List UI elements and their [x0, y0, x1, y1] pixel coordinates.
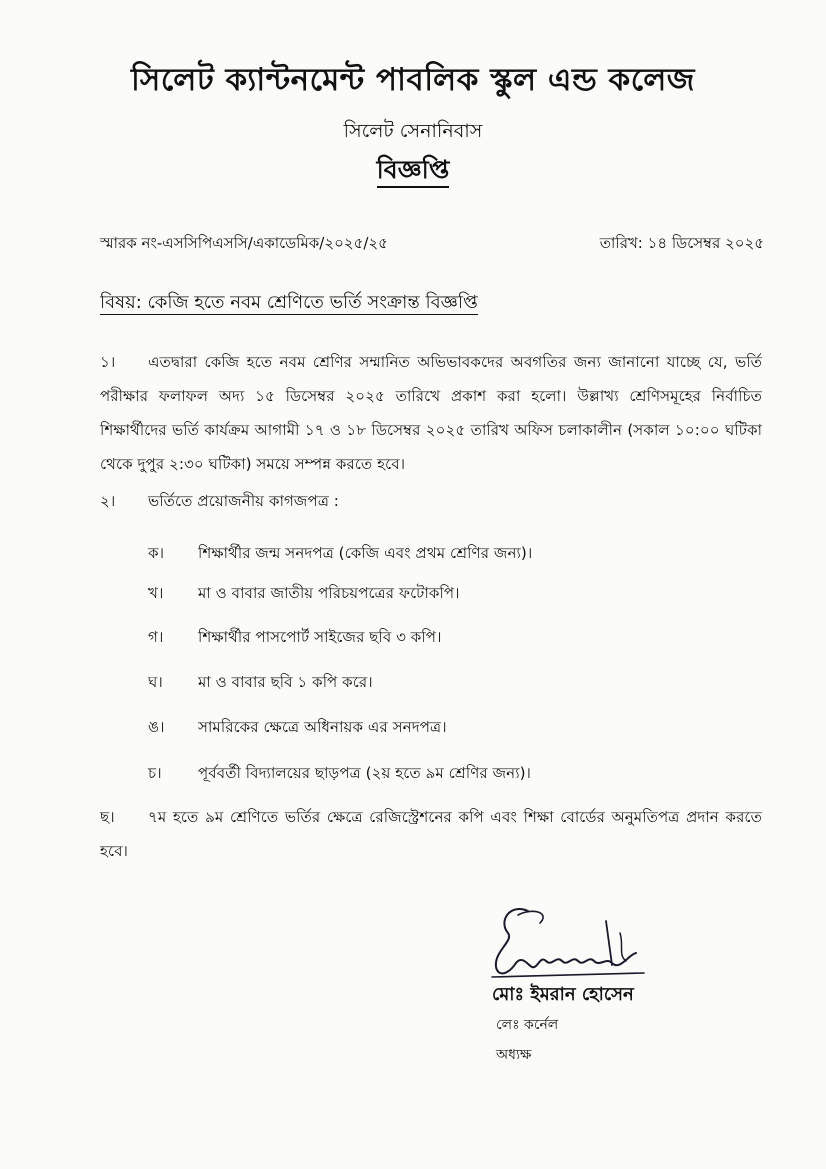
list-item-text: শিক্ষার্থীর পাসপোর্ট সাইজের ছবি ৩ কপি।	[198, 628, 442, 646]
location: সিলেট সেনানিবাস	[343, 120, 483, 142]
signer-title: অধ্যক্ষ	[496, 1047, 532, 1063]
paragraph-2-number: ২।	[100, 492, 116, 510]
list-item	[148, 762, 531, 787]
list-item-label: ক।	[148, 544, 165, 562]
list-item-label: ঙ।	[148, 718, 165, 736]
signer-name: মোঃ ইমরান হোসেন	[492, 984, 634, 1005]
signature-image	[488, 893, 648, 988]
notice-title	[0, 150, 826, 193]
notice-date	[600, 232, 764, 257]
list-item-text: মা ও বাবার জাতীয় পরিচয়পত্রের ফটোকপি।	[198, 584, 460, 602]
list-item	[148, 626, 442, 651]
paragraph-1-number: ১।	[100, 353, 116, 371]
paragraph-1-text: এতদ্বারা কেজি হতে নবম শ্রেণির সম্মানিত অভিভাবকদের অবগতির জন্য জানানো যাচ্ছে যে, ভর্তি পরীক্ষার ফলাফল অদ্য ১৫ ডিসেম্বর ২০২৫ তারিখে প্রকাশ করা হলো। উল্লাখ্য শ্রেণিসমূহের নির্বাচিত শিক্ষার্থীদের ভর্তি কার্যক্রম আগামী ১৭ ও ১৮ ডিসেম্বর ২০২৫ তারিখ অফিস চলাকালীন (সকাল ১০:০০ ঘটিকা থেকে দুপুর ২:৩০ ঘটিকা) সময়ে সম্পন্ন করতে হবে।	[100, 353, 762, 473]
list-item-text: সামরিকের ক্ষেত্রে অধিনায়ক এর সনদপত্র।	[198, 718, 447, 736]
list-item	[148, 542, 532, 567]
list-item-label: গ।	[148, 628, 164, 646]
subject-line	[100, 288, 478, 319]
school-name: সিলেট ক্যান্টনমেন্ট পাবলিক স্কুল এন্ড কলেজ	[130, 62, 696, 98]
list-item-label: ছ।	[100, 808, 115, 826]
date-value: ১৪ ডিসেম্বর ২০২৫	[647, 234, 764, 252]
list-item	[148, 582, 460, 607]
list-item-label: চ।	[148, 764, 162, 782]
list-item	[148, 716, 447, 741]
signer-rank: লেঃ কর্নেল	[496, 1017, 559, 1033]
list-item	[100, 800, 762, 868]
list-item-text: শিক্ষার্থীর জন্ম সনদপত্র (কেজি এবং প্রথম শ্রেণির জন্য)।	[198, 544, 533, 562]
paragraph-2-text: ভর্তিতে প্রয়োজনীয় কাগজপত্র :	[148, 492, 339, 510]
paragraph-2	[100, 484, 762, 518]
list-item-text: মা ও বাবার ছবি ১ কপি করে।	[198, 673, 373, 691]
list-item-text: পূর্ববর্তী বিদ্যালয়ের ছাড়পত্র (২য় হতে ৯ম শ্রেণির জন্য)।	[198, 764, 531, 782]
notice-title-text: বিজ্ঞপ্তি	[377, 155, 450, 188]
subject-text: বিষয়: কেজি হতে নবম শ্রেণিতে ভর্তি সংক্রান্ত বিজ্ঞপ্তি	[100, 292, 478, 313]
list-item-label: খ।	[148, 584, 164, 602]
list-item	[148, 671, 373, 696]
paragraph-1	[100, 345, 762, 481]
date-label: তারিখ:	[599, 234, 643, 252]
list-item-label: ঘ।	[148, 673, 163, 691]
list-item-text: ৭ম হতে ৯ম শ্রেণিতে ভর্তির ক্ষেত্রে রেজিস্ট্রেশনের কপি এবং শিক্ষা বোর্ডের অনুমতিপত্র প্রদান করতে হবে।	[100, 808, 762, 860]
memo-number: স্মারক নং-এসসিপিএসসি/একাডেমিক/২০২৫/২৫	[100, 234, 388, 252]
